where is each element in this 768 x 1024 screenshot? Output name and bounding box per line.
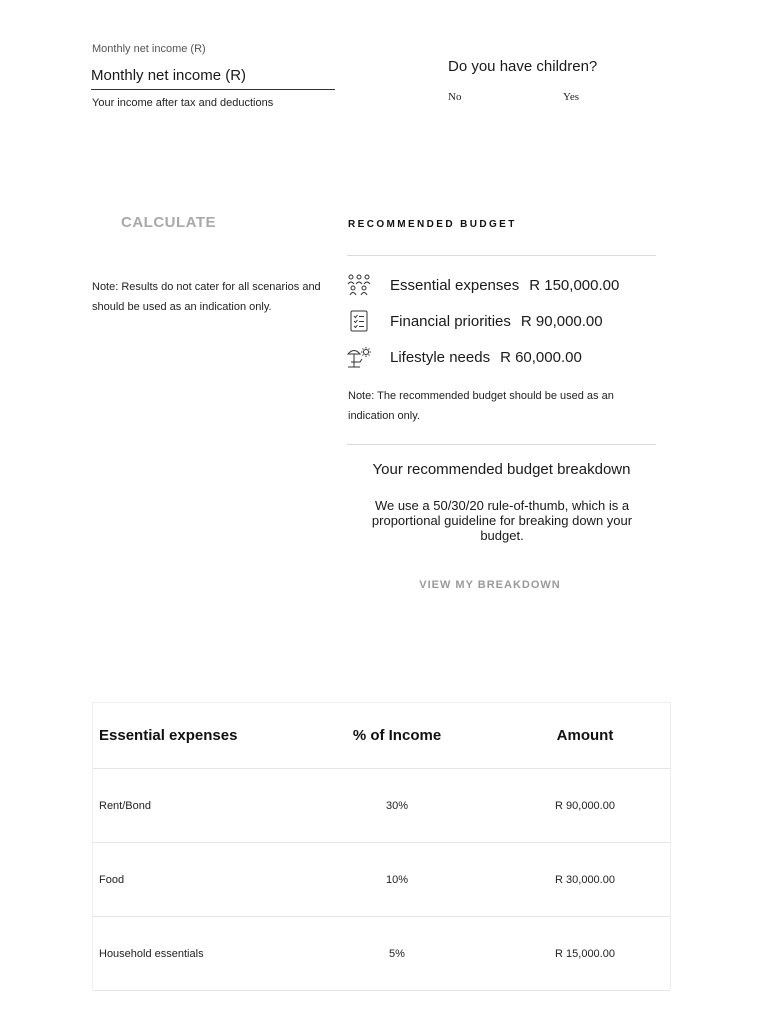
calculate-button[interactable]: CALCULATE [121,214,217,231]
row-category: Household essentials [99,947,204,960]
people-icon [347,274,371,296]
children-option-yes[interactable]: Yes [563,91,580,103]
row-percent: 10% [385,873,409,886]
divider [347,255,656,256]
budget-item-amount: R 60,000.00 [500,348,582,366]
table-row [93,917,670,991]
row-category: Rent/Bond [99,799,151,812]
essential-expenses-table [92,702,671,990]
row-amount: R 15,000.00 [555,947,615,960]
table-row [93,843,670,917]
budget-item-label: Lifestyle needs [390,348,491,366]
beach-sun-icon [347,346,371,368]
table-row [93,769,670,843]
budget-item-financial [347,310,603,332]
budget-item-lifestyle [347,346,582,368]
budget-note: Note: The recommended budget should be used as an indication only. [348,390,614,422]
view-breakdown-button[interactable]: VIEW MY BREAKDOWN [347,579,633,591]
divider [347,444,656,445]
table-header-row [93,703,670,769]
recommended-budget-title: RECOMMENDED BUDGET [348,219,517,230]
row-amount: R 90,000.00 [555,799,615,812]
budget-item-label: Essential expenses [390,276,520,294]
income-help-text: Your income after tax and deductions [92,97,274,109]
row-amount: R 30,000.00 [555,873,615,886]
budget-item-amount: R 90,000.00 [520,312,603,330]
breakdown-description: We use a 50/30/20 rule-of-thumb, which is a proportional guideline for breaking down your budget. [371,498,633,543]
income-field-label: Monthly net income (R) [92,43,206,55]
row-category: Food [99,873,125,886]
results-note: Note: Results do not cater for all scenarios and should be used as an indication only. [92,281,321,313]
monthly-income-input[interactable] [91,61,335,90]
children-option-no[interactable]: No [448,91,462,103]
budget-item-label: Financial priorities [390,312,511,330]
checklist-icon [347,310,371,332]
breakdown-title: Your recommended budget breakdown [372,461,631,478]
budget-item-essential [347,274,619,296]
row-percent: 5% [389,947,405,960]
column-header-category: Essential expenses [99,727,238,744]
column-header-percent: % of Income [352,727,442,744]
children-question: Do you have children? [448,58,598,75]
row-percent: 30% [385,799,409,812]
budget-item-amount: R 150,000.00 [529,276,620,294]
column-header-amount: Amount [556,727,614,744]
